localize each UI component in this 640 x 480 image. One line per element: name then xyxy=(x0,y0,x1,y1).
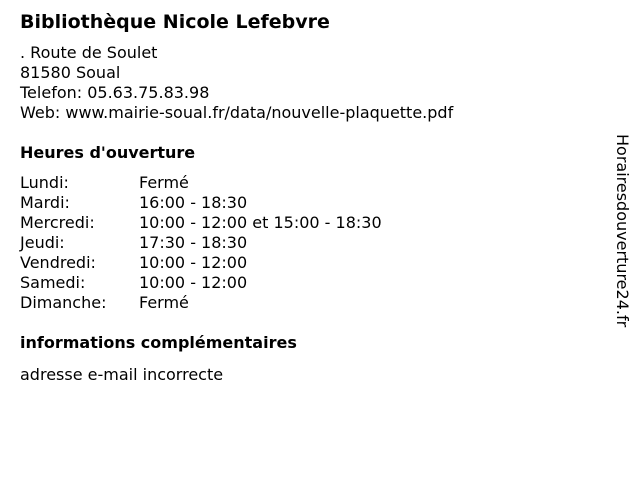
page-title: Bibliothèque Nicole Lefebvre xyxy=(20,11,330,33)
additional-info-text: adresse e-mail incorrecte xyxy=(20,365,224,384)
day-label: Lundi: xyxy=(20,173,69,192)
day-label: Dimanche: xyxy=(20,293,107,312)
address-line-2: 81580 Soual xyxy=(20,63,121,82)
additional-info-heading: informations complémentaires xyxy=(20,333,297,352)
time-value: 17:30 - 18:30 xyxy=(139,233,248,252)
day-label: Mercredi: xyxy=(20,213,95,232)
time-value: 10:00 - 12:00 xyxy=(139,253,248,272)
hours-row-friday xyxy=(20,253,600,273)
hours-row-monday xyxy=(20,173,600,193)
hours-row-saturday xyxy=(20,273,600,293)
opening-hours-list xyxy=(20,173,600,313)
day-label: Jeudi: xyxy=(20,233,65,252)
time-value: 16:00 - 18:30 xyxy=(139,193,248,212)
library-info-panel xyxy=(20,9,600,385)
time-value: Fermé xyxy=(139,293,189,312)
watermark-text: Horairesdouverture24.fr xyxy=(613,134,632,328)
day-label: Samedi: xyxy=(20,273,86,292)
day-label: Vendredi: xyxy=(20,253,96,272)
hours-row-tuesday xyxy=(20,193,600,213)
address-line-1: . Route de Soulet xyxy=(20,43,158,62)
time-value: Fermé xyxy=(139,173,189,192)
time-value: 10:00 - 12:00 xyxy=(139,273,248,292)
hours-row-sunday xyxy=(20,293,600,313)
phone-line: Telefon: 05.63.75.83.98 xyxy=(20,83,210,102)
hours-row-thursday xyxy=(20,233,600,253)
hours-row-wednesday xyxy=(20,213,600,233)
time-value: 10:00 - 12:00 et 15:00 - 18:30 xyxy=(139,213,382,232)
opening-hours-heading: Heures d'ouverture xyxy=(20,143,196,162)
day-label: Mardi: xyxy=(20,193,70,212)
web-line[interactable]: Web: www.mairie-soual.fr/data/nouvelle-plaquette.pdf xyxy=(20,103,454,122)
